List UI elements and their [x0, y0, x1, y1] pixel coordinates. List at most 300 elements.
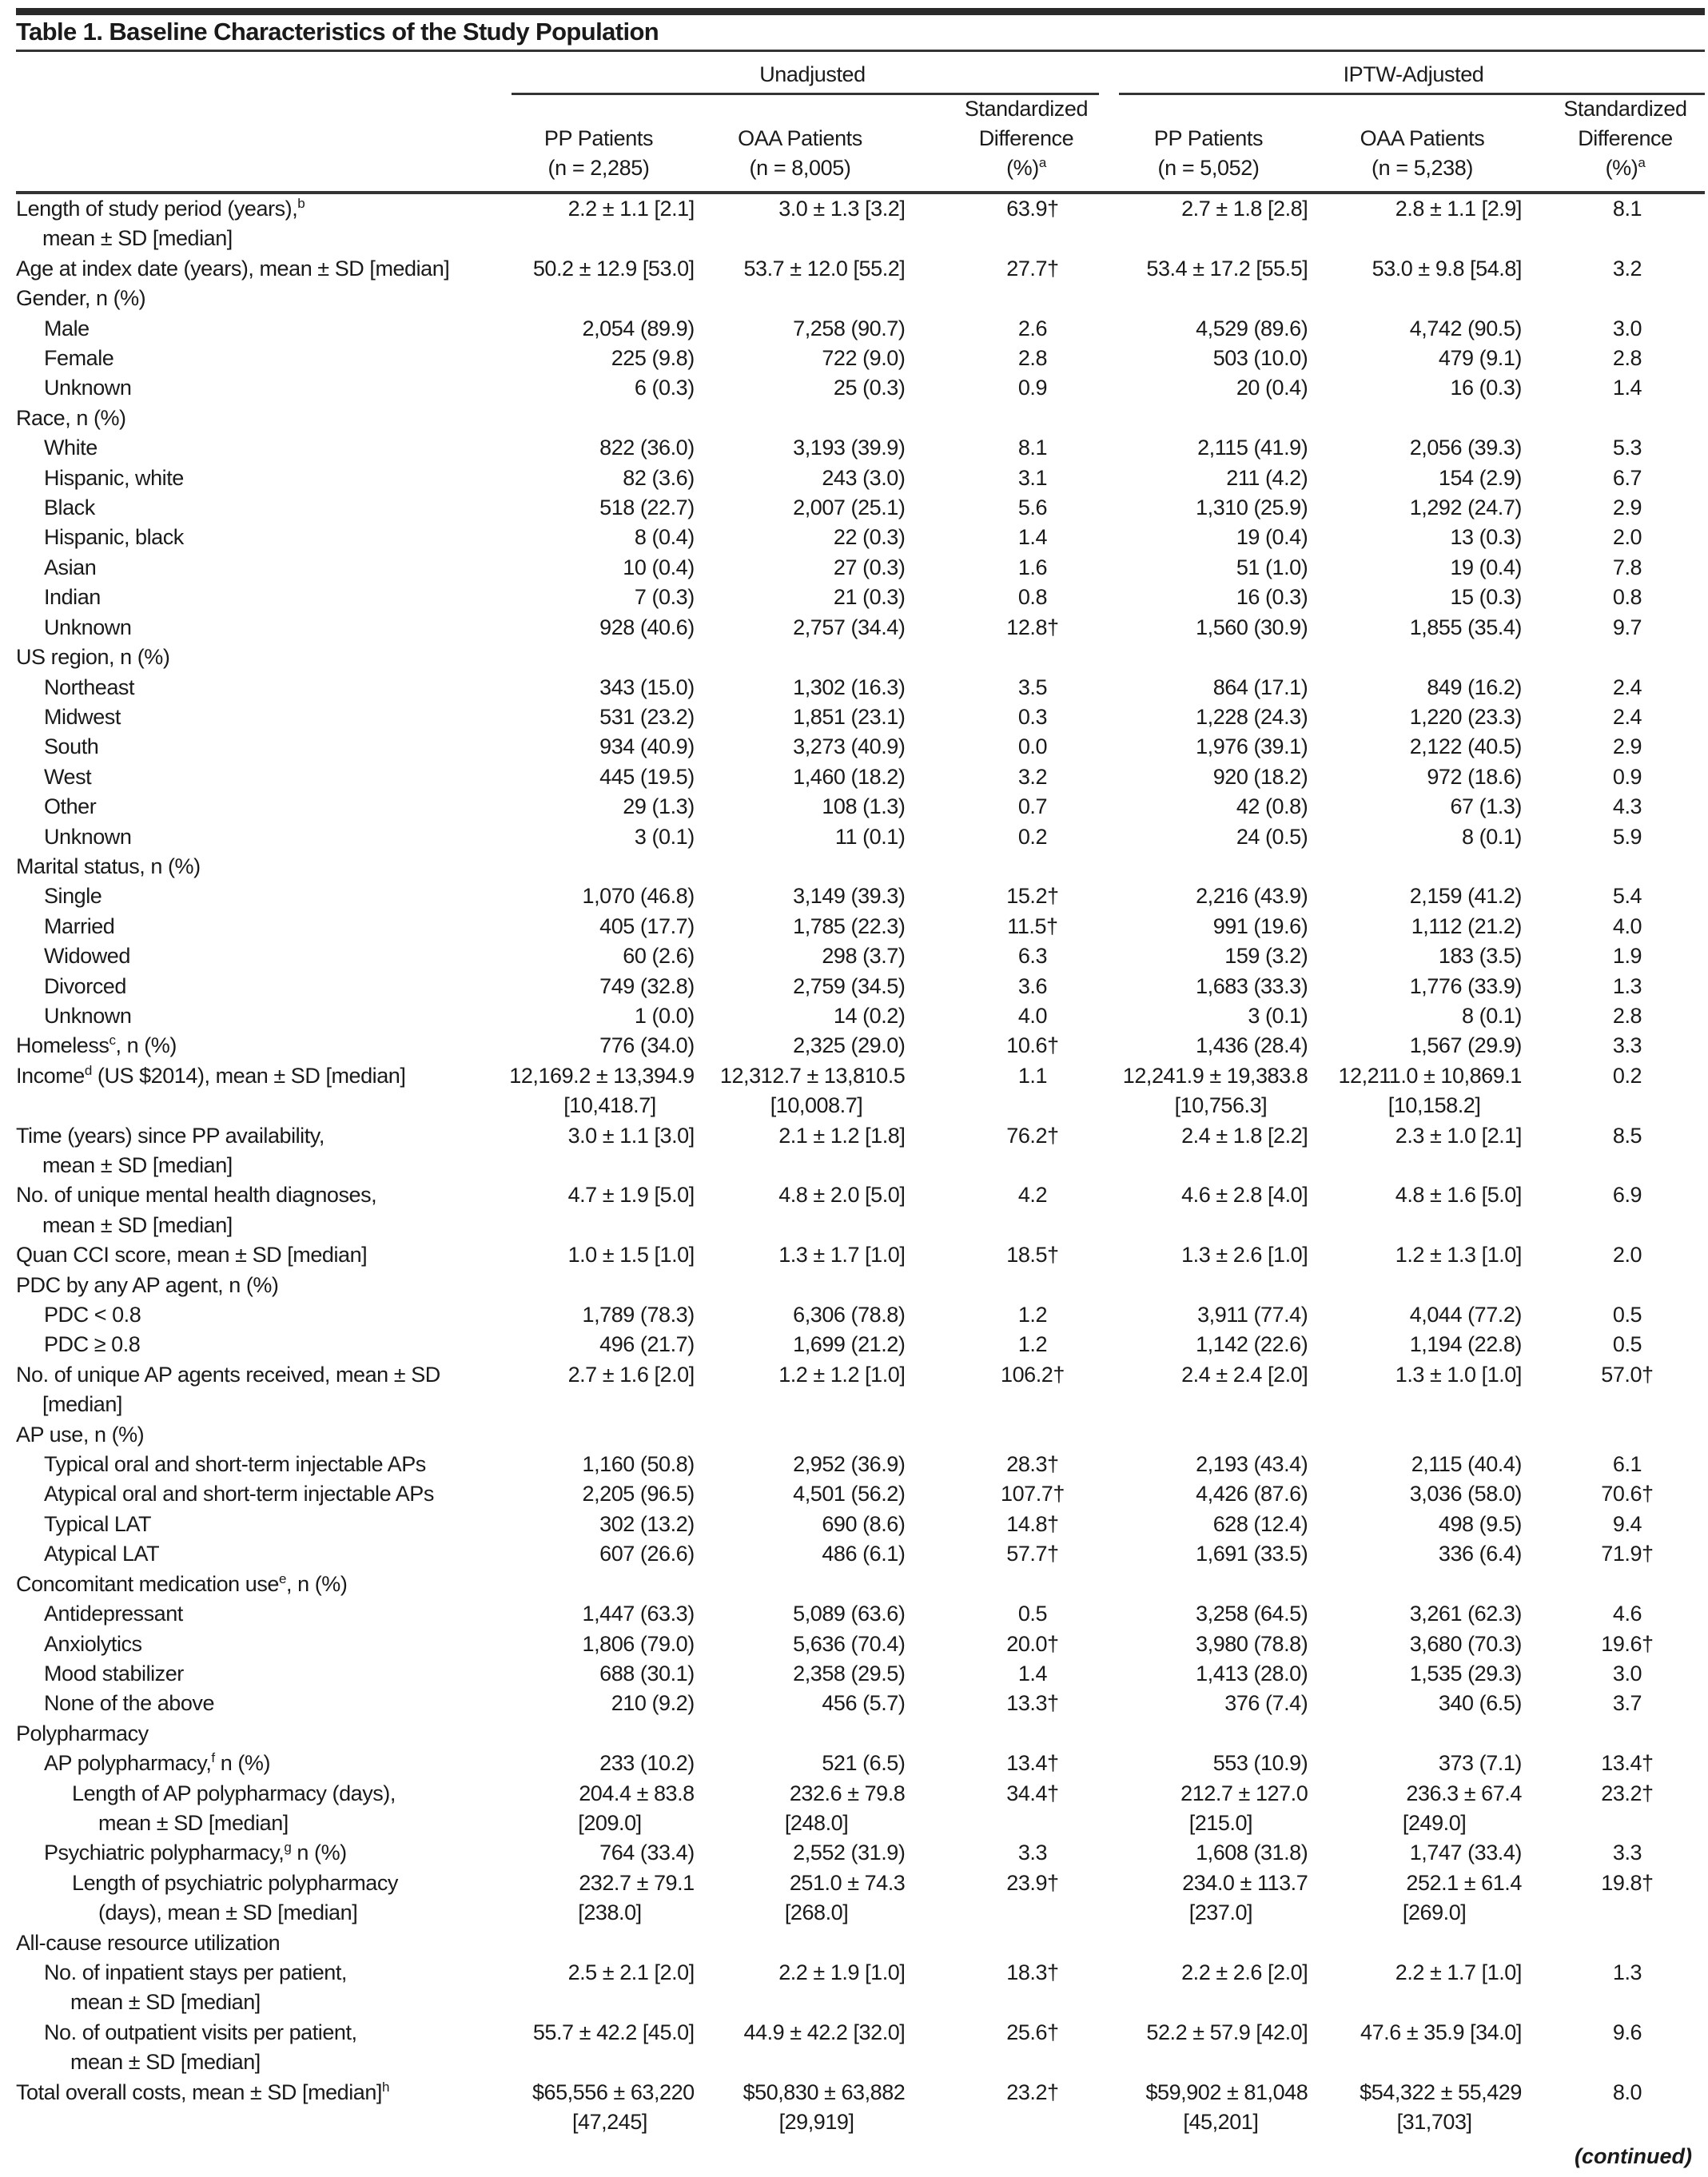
- standardized-difference-cell: [947, 344, 1117, 373]
- standardized-difference-cell: [1547, 1510, 1708, 1539]
- value-cell: [509, 1420, 711, 1450]
- footnote-marker: a: [1038, 155, 1046, 170]
- cell-value: 1.6: [1017, 555, 1048, 579]
- row-label: [16, 1779, 509, 1839]
- cell-value: 233 (10.2): [599, 1751, 695, 1776]
- value-cell: [1118, 732, 1332, 762]
- row-label-continuation: mean ± SD [median]: [42, 226, 233, 251]
- standardized-difference-cell: [947, 732, 1117, 762]
- cell-value: 2.2 ± 2.6 [2.0]: [1181, 1960, 1308, 1984]
- row-label-text: No. of unique mental health diagnoses,: [16, 1183, 377, 1208]
- row-label-text: Unknown: [44, 376, 132, 400]
- cell-value: 1,535 (29.3): [1409, 1661, 1522, 1685]
- cell-value-line2: [268.0]: [784, 1900, 849, 1925]
- value-cell: [1118, 1958, 1332, 2018]
- table-row: [16, 583, 1708, 612]
- row-label: [16, 702, 509, 732]
- value-cell: [1331, 1420, 1547, 1450]
- column-header-line: [939, 94, 1113, 124]
- standardized-difference-cell: [1547, 1180, 1708, 1240]
- cell-value: 518 (22.7): [599, 495, 695, 520]
- footnote-marker: e: [278, 1570, 286, 1586]
- cell-value: 1,806 (79.0): [582, 1631, 695, 1656]
- cell-value: 3,980 (78.8): [1196, 1631, 1308, 1656]
- standardized-difference-cell: [1547, 912, 1708, 941]
- column-header-text: (n = 5,052): [1157, 156, 1260, 180]
- value-cell: [712, 1479, 948, 1509]
- cell-value: 1,436 (28.4): [1196, 1033, 1308, 1058]
- cell-value: 2,952 (36.9): [793, 1452, 906, 1477]
- cell-value: 42 (0.8): [1236, 794, 1308, 819]
- cell-value: 21 (0.3): [833, 585, 906, 610]
- value-cell: [712, 194, 948, 254]
- cell-value: 8.1: [1017, 436, 1048, 460]
- value-cell: [509, 732, 711, 762]
- cell-value: 5.3: [1612, 436, 1642, 460]
- standardized-difference-cell: [1547, 852, 1708, 882]
- group-header-unadjusted: Unadjusted: [759, 62, 866, 86]
- cell-value: 8 (0.1): [1462, 824, 1522, 849]
- table-row: [16, 1838, 1708, 1868]
- value-cell: [712, 1749, 948, 1778]
- value-cell: [1331, 1719, 1547, 1749]
- value-cell: [509, 1510, 711, 1539]
- cell-value: 0.7: [1017, 794, 1048, 819]
- cell-value: 1.3: [1612, 1960, 1642, 1984]
- cell-value: 12.8†: [1006, 615, 1059, 639]
- value-cell: [509, 2018, 711, 2078]
- cell-value: 10.6†: [1006, 1033, 1059, 1058]
- cell-value-line2: [10,756.3]: [1174, 1093, 1268, 1118]
- value-cell: [1331, 553, 1547, 583]
- value-cell: [1331, 673, 1547, 702]
- standardized-difference-cell: [1547, 1479, 1708, 1509]
- standardized-difference-cell: [1547, 673, 1708, 702]
- row-label-text: Widowed: [44, 944, 130, 969]
- row-label-text: Other: [44, 794, 97, 819]
- cell-value: 28.3†: [1006, 1452, 1059, 1477]
- value-cell: [509, 1300, 711, 1330]
- cell-value: 928 (40.6): [599, 615, 695, 639]
- column-header-line: [1543, 153, 1708, 183]
- cell-value: 4,529 (89.6): [1196, 316, 1308, 340]
- value-cell: [1118, 1031, 1332, 1061]
- cell-value: 1,560 (30.9): [1196, 615, 1308, 639]
- cell-value: 0.5: [1612, 1303, 1642, 1327]
- row-label-continuation: mean ± SD [median]: [98, 1810, 289, 1835]
- row-label: [16, 1271, 509, 1300]
- value-cell: [712, 941, 948, 971]
- column-header-text: OAA Patients: [1360, 126, 1485, 150]
- value-cell: [509, 1240, 711, 1270]
- table-row: [16, 254, 1708, 284]
- row-label-continuation: mean ± SD [median]: [42, 1153, 233, 1177]
- cell-value: 0.8: [1612, 585, 1642, 610]
- cell-value: 8.1: [1612, 197, 1642, 221]
- cell-value: 1,292 (24.7): [1409, 495, 1522, 520]
- cell-value: 1.3 ± 1.0 [1.0]: [1395, 1362, 1522, 1387]
- value-cell: [1118, 1330, 1332, 1359]
- value-cell: [1118, 1630, 1332, 1659]
- cell-value-line2: [237.0]: [1188, 1900, 1253, 1925]
- footnote-marker: b: [297, 196, 305, 211]
- value-cell: [1331, 941, 1547, 971]
- value-cell: [509, 852, 711, 882]
- cell-value: 3,680 (70.3): [1409, 1631, 1522, 1656]
- standardized-difference-cell: [1547, 1360, 1708, 1420]
- standardized-difference-cell: [947, 314, 1117, 344]
- standardized-difference-cell: [1547, 493, 1708, 523]
- row-label-text: Hispanic, black: [44, 525, 184, 550]
- cell-value: 4.0: [1017, 1003, 1048, 1028]
- value-cell: [1118, 1510, 1332, 1539]
- value-cell: [1118, 882, 1332, 911]
- standardized-difference-cell: [1547, 822, 1708, 852]
- cell-value: 2.2 ± 1.9 [1.0]: [778, 1960, 906, 1984]
- row-label: [16, 1450, 509, 1479]
- standardized-difference-cell: [1547, 613, 1708, 643]
- cell-value: 3.0: [1612, 1661, 1642, 1685]
- column-header-text: PP Patients: [1153, 126, 1264, 150]
- footnote-marker: f: [211, 1750, 215, 1766]
- cell-value: 4.0: [1612, 913, 1642, 938]
- cell-value: 14 (0.2): [833, 1003, 906, 1028]
- value-cell: [1331, 1300, 1547, 1330]
- column-header-line: [512, 124, 686, 153]
- footnote-marker: a: [1638, 155, 1646, 170]
- cell-value: 20 (0.4): [1236, 376, 1308, 400]
- standardized-difference-cell: [1547, 762, 1708, 792]
- cell-value: 13 (0.3): [1450, 525, 1522, 550]
- row-label: [16, 792, 509, 822]
- cell-value: 1,160 (50.8): [582, 1452, 695, 1477]
- value-cell: [1118, 284, 1332, 313]
- value-cell: [1331, 583, 1547, 612]
- cell-value: 0.8: [1017, 585, 1048, 610]
- value-cell: [712, 314, 948, 344]
- table-row: [16, 1300, 1708, 1330]
- row-label-text: Unknown: [44, 824, 132, 849]
- standardized-difference-cell: [947, 792, 1117, 822]
- value-cell: [509, 1928, 711, 1958]
- value-cell: [1118, 1719, 1332, 1749]
- value-cell: [1118, 912, 1332, 941]
- value-cell: [1331, 613, 1547, 643]
- title-rule: [16, 50, 1705, 52]
- standardized-difference-cell: [947, 493, 1117, 523]
- standardized-difference-cell: [947, 822, 1117, 852]
- cell-value: 2.0: [1612, 525, 1642, 550]
- value-cell: [712, 613, 948, 643]
- standardized-difference-cell: [947, 404, 1117, 433]
- table-row: [16, 1958, 1708, 2018]
- cell-value: 1.2: [1017, 1332, 1048, 1357]
- cell-value-line2: [29,919]: [778, 2110, 854, 2134]
- cell-value: 11 (0.1): [834, 824, 906, 849]
- value-cell: [712, 732, 948, 762]
- cell-value: 7.8: [1612, 555, 1642, 579]
- column-header-text: Difference: [1578, 126, 1673, 150]
- value-cell: [509, 941, 711, 971]
- row-label-text: Length of study period (years),: [16, 197, 298, 221]
- cell-value: 1 (0.0): [634, 1003, 695, 1028]
- cell-value: 445 (19.5): [599, 764, 695, 789]
- cell-value: 2,115 (40.4): [1411, 1452, 1522, 1477]
- value-cell: [712, 1779, 948, 1839]
- value-cell: [1118, 1838, 1332, 1868]
- row-label: [16, 1749, 509, 1778]
- cell-value: 70.6†: [1601, 1482, 1654, 1506]
- table-row: [16, 732, 1708, 762]
- table-row: [16, 882, 1708, 911]
- value-cell: [712, 882, 948, 911]
- value-cell: [1331, 1869, 1547, 1928]
- footnote-marker: g: [284, 1840, 292, 1856]
- cell-value: 0.2: [1017, 824, 1048, 849]
- cell-value: 2.7 ± 1.6 [2.0]: [567, 1362, 695, 1387]
- value-cell: [712, 254, 948, 284]
- cell-value: 503 (10.0): [1212, 346, 1308, 371]
- cell-value-line2: [248.0]: [784, 1810, 849, 1835]
- row-label-text: Time (years) since PP availability,: [16, 1123, 324, 1148]
- row-label-text: PDC ≥ 0.8: [44, 1332, 141, 1357]
- value-cell: [712, 1838, 948, 1868]
- standardized-difference-cell: [947, 1570, 1117, 1599]
- row-label: [16, 1330, 509, 1359]
- row-label: [16, 1240, 509, 1270]
- value-cell: [712, 1330, 948, 1359]
- value-cell: [1118, 1121, 1332, 1181]
- cell-value: 0.3: [1017, 704, 1048, 729]
- standardized-difference-cell: [1547, 1779, 1708, 1839]
- value-cell: [1118, 972, 1332, 1001]
- standardized-difference-cell: [1547, 373, 1708, 403]
- column-header-line: [703, 94, 897, 124]
- value-cell: [1118, 1300, 1332, 1330]
- cell-value: 2.1 ± 1.2 [1.8]: [778, 1123, 906, 1148]
- row-label-text: PDC by any AP agent, n (%): [16, 1272, 279, 1297]
- value-cell: [509, 822, 711, 852]
- column-header-text: (%): [1006, 156, 1039, 180]
- row-label: [16, 941, 509, 971]
- cell-value: 19 (0.4): [1236, 525, 1308, 550]
- value-cell: [509, 1630, 711, 1659]
- row-label-text: No. of outpatient visits per patient,: [44, 2020, 357, 2044]
- table-row: [16, 1539, 1708, 1569]
- value-cell: [1331, 1599, 1547, 1629]
- cell-value: 232.7 ± 79.1: [579, 1870, 695, 1895]
- cell-value: 19.6†: [1601, 1631, 1654, 1656]
- value-cell: [1331, 2078, 1547, 2138]
- table-row: [16, 762, 1708, 792]
- cell-value: 4.2: [1017, 1183, 1048, 1208]
- cell-value: 2,193 (43.4): [1196, 1452, 1308, 1477]
- standardized-difference-cell: [1547, 194, 1708, 254]
- cell-value: 3,193 (39.9): [793, 436, 906, 460]
- table-row: [16, 314, 1708, 344]
- table-row: [16, 1121, 1708, 1181]
- cell-value: 1,789 (78.3): [582, 1303, 695, 1327]
- table-row: [16, 1749, 1708, 1778]
- table-row: [16, 464, 1708, 493]
- row-label-text: White: [44, 436, 98, 460]
- value-cell: [1118, 1659, 1332, 1689]
- table-row: [16, 194, 1708, 254]
- cell-value: 211 (4.2): [1226, 465, 1308, 490]
- cell-value: 1,070 (46.8): [582, 884, 695, 909]
- cell-value-line2: [215.0]: [1188, 1810, 1253, 1835]
- value-cell: [509, 1539, 711, 1569]
- cell-value: 52.2 ± 57.9 [42.0]: [1146, 2020, 1308, 2044]
- value-cell: [712, 1958, 948, 2018]
- row-label-text: Midwest: [44, 704, 121, 729]
- table-row: [16, 373, 1708, 403]
- value-cell: [1331, 1630, 1547, 1659]
- value-cell: [1118, 1539, 1332, 1569]
- row-label-text: Income: [16, 1063, 85, 1088]
- column-header-text: Standardized: [1563, 97, 1687, 121]
- value-cell: [509, 1001, 711, 1031]
- cell-value: 107.7†: [1001, 1482, 1065, 1506]
- row-label: [16, 762, 509, 792]
- cell-value: 1,142 (22.6): [1196, 1332, 1308, 1357]
- standardized-difference-cell: [947, 373, 1117, 403]
- value-cell: [509, 643, 711, 672]
- standardized-difference-cell: [947, 643, 1117, 672]
- row-label: [16, 1061, 509, 1121]
- value-cell: [1118, 553, 1332, 583]
- cell-value: 2,757 (34.4): [793, 615, 906, 639]
- value-cell: [1331, 1689, 1547, 1718]
- row-label: [16, 404, 509, 433]
- cell-value: 0.5: [1612, 1332, 1642, 1357]
- value-cell: [1118, 941, 1332, 971]
- standardized-difference-cell: [1547, 1539, 1708, 1569]
- value-cell: [1118, 1360, 1332, 1420]
- row-label: [16, 1630, 509, 1659]
- row-label-text: , n (%): [115, 1033, 177, 1058]
- cell-value: 15 (0.3): [1450, 585, 1522, 610]
- column-header-text: (n = 2,285): [547, 156, 650, 180]
- standardized-difference-cell: [947, 523, 1117, 552]
- value-cell: [509, 1779, 711, 1839]
- value-cell: [1331, 643, 1547, 672]
- cell-value: 18.5†: [1006, 1243, 1059, 1268]
- value-cell: [1118, 613, 1332, 643]
- value-cell: [712, 1689, 948, 1718]
- standardized-difference-cell: [1547, 2078, 1708, 2138]
- cell-value: 479 (9.1): [1438, 346, 1522, 371]
- cell-value: 2.4 ± 2.4 [2.0]: [1181, 1362, 1308, 1387]
- row-label: [16, 373, 509, 403]
- cell-value: 521 (6.5): [822, 1751, 906, 1776]
- row-label-text: Typical LAT: [44, 1511, 152, 1536]
- cell-value: 2,205 (96.5): [582, 1482, 695, 1506]
- row-label: [16, 284, 509, 313]
- cell-value: 53.7 ± 12.0 [55.2]: [743, 256, 906, 281]
- value-cell: [712, 1271, 948, 1300]
- value-cell: [712, 344, 948, 373]
- cell-value: 1.2 ± 1.2 [1.0]: [778, 1362, 906, 1387]
- row-label-text: Black: [44, 495, 95, 520]
- table-row: [16, 1061, 1708, 1121]
- cell-value: 2.2 ± 1.1 [2.1]: [567, 197, 695, 221]
- table-row: [16, 2078, 1708, 2138]
- value-cell: [1118, 194, 1332, 254]
- cell-value: 1.3 ± 2.6 [1.0]: [1181, 1243, 1308, 1268]
- value-cell: [509, 1749, 711, 1778]
- standardized-difference-cell: [947, 972, 1117, 1001]
- row-label: [16, 1121, 509, 1181]
- column-header-text: (n = 5,238): [1372, 156, 1473, 180]
- value-cell: [1331, 194, 1547, 254]
- standardized-difference-cell: [947, 2018, 1117, 2078]
- row-label: [16, 1300, 509, 1330]
- row-label: [16, 314, 509, 344]
- cell-value: 1,976 (39.1): [1196, 734, 1308, 759]
- value-cell: [509, 1719, 711, 1749]
- row-label-text: South: [44, 734, 99, 759]
- row-label-text: Single: [44, 884, 102, 909]
- row-label: [16, 1570, 509, 1599]
- value-cell: [712, 2018, 948, 2078]
- value-cell: [1331, 732, 1547, 762]
- cell-value: 3.3: [1612, 1033, 1642, 1058]
- standardized-difference-cell: [1547, 1749, 1708, 1778]
- value-cell: [1331, 254, 1547, 284]
- value-cell: [509, 583, 711, 612]
- cell-value: 2,159 (41.2): [1409, 884, 1522, 909]
- standardized-difference-cell: [1547, 1958, 1708, 2018]
- table-row: [16, 1450, 1708, 1479]
- cell-value: 4,501 (56.2): [793, 1482, 906, 1506]
- value-cell: [509, 1958, 711, 2018]
- standardized-difference-cell: [947, 1749, 1117, 1778]
- row-label: [16, 1719, 509, 1749]
- cell-value: 108 (1.3): [822, 794, 906, 819]
- standardized-difference-cell: [947, 433, 1117, 463]
- standardized-difference-cell: [1547, 404, 1708, 433]
- cell-value: 4.6 ± 2.8 [4.0]: [1181, 1183, 1308, 1208]
- cell-value: 53.4 ± 17.2 [55.5]: [1146, 256, 1308, 281]
- column-header-text: PP Patients: [543, 126, 654, 150]
- cell-value: 4.8 ± 1.6 [5.0]: [1395, 1183, 1522, 1208]
- value-cell: [1331, 1539, 1547, 1569]
- cell-value: 628 (12.4): [1212, 1511, 1308, 1536]
- cell-value: 343 (15.0): [599, 675, 695, 699]
- row-label-text: Psychiatric polypharmacy,: [44, 1841, 285, 1865]
- row-label: [16, 613, 509, 643]
- value-cell: [712, 1570, 948, 1599]
- table-row: [16, 284, 1708, 313]
- value-cell: [712, 1719, 948, 1749]
- cell-value: 19.8†: [1601, 1870, 1654, 1895]
- footnote-marker: c: [109, 1033, 116, 1049]
- cell-value: 76.2†: [1006, 1123, 1059, 1148]
- standardized-difference-cell: [1547, 1061, 1708, 1121]
- standardized-difference-cell: [947, 1838, 1117, 1868]
- column-header-line: [1113, 94, 1304, 124]
- value-cell: [712, 822, 948, 852]
- row-label: [16, 852, 509, 882]
- value-cell: [1331, 912, 1547, 941]
- value-cell: [1118, 1271, 1332, 1300]
- cell-value: 498 (9.5): [1438, 1511, 1522, 1536]
- cell-value: 1.4: [1017, 1661, 1048, 1685]
- cell-value: 456 (5.7): [822, 1691, 906, 1716]
- value-cell: [712, 1869, 948, 1928]
- cell-value: 3 (0.1): [634, 824, 695, 849]
